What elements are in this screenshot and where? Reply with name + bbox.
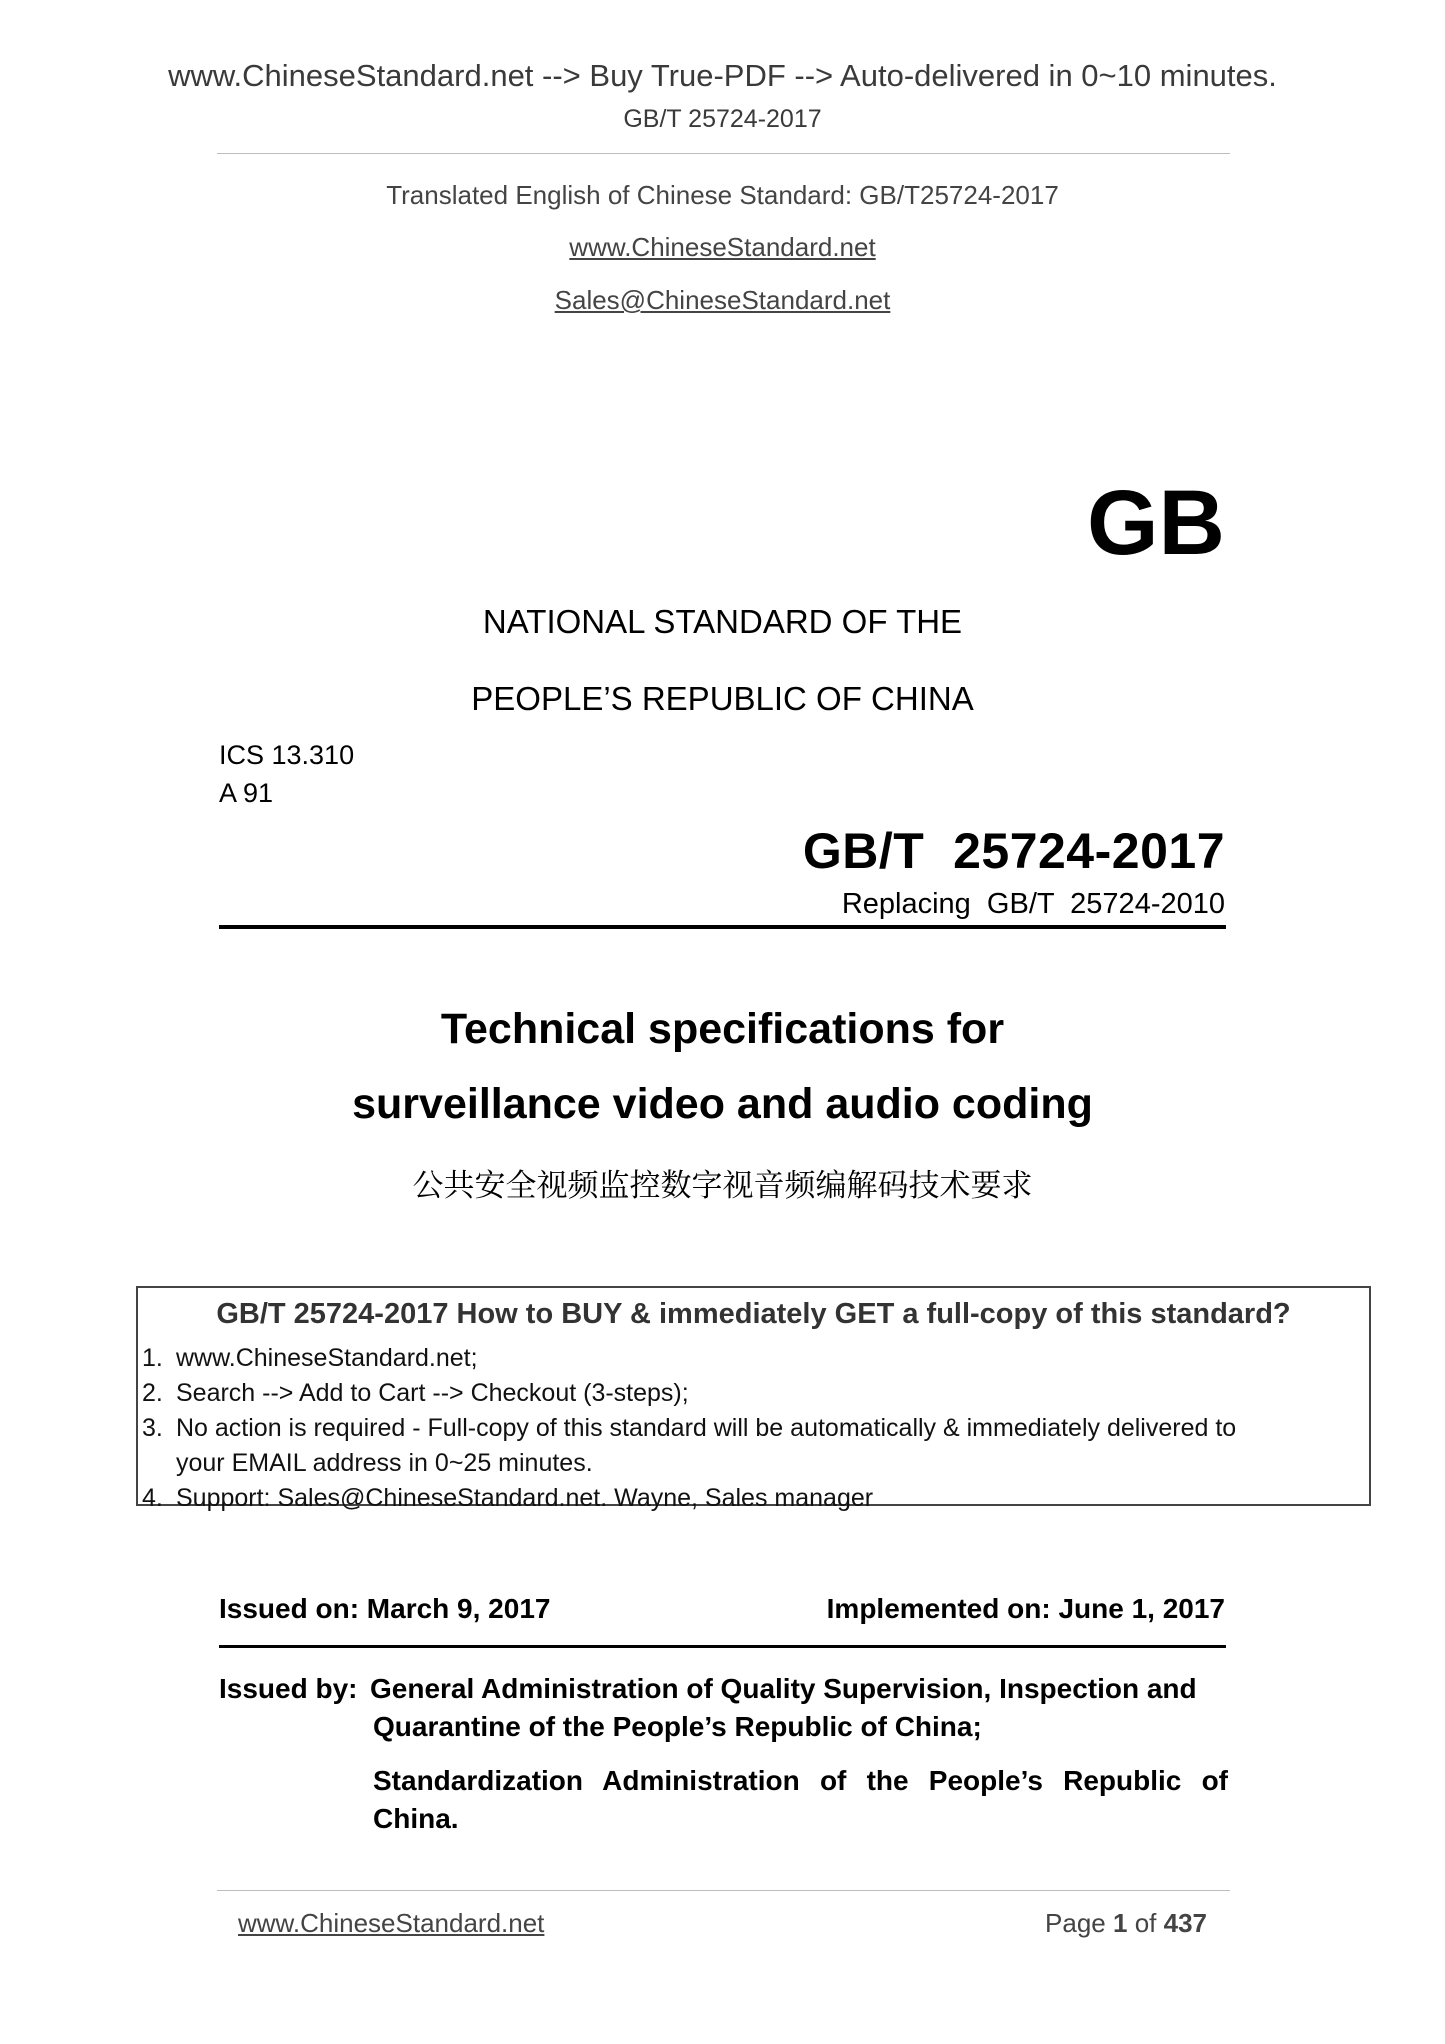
classification-code: A 91 — [219, 778, 274, 808]
header-code: GB/T 25724-2017 — [623, 105, 822, 133]
issued-by-block — [219, 1670, 1228, 1834]
header-banner: www.ChineseStandard.net --> Buy True-PDF --> Auto-delivered in 0~10 minutes. — [168, 58, 1277, 93]
title-chinese: 公共安全视频监控数字视音频编解码技术要求 — [412, 1168, 1033, 1204]
ics-code: ICS 13.310 — [219, 740, 355, 770]
title-line2: surveillance video and audio coding — [352, 1080, 1093, 1128]
issuer-1-line2: Quarantine of the People’s Republic of China; — [373, 1711, 982, 1742]
buy-heading: GB/T 25724-2017 How to BUY & immediately GET a full-copy of this standard? — [216, 1298, 1291, 1330]
standard-divider — [219, 925, 1226, 929]
national-standard-line1: NATIONAL STANDARD OF THE — [482, 603, 963, 640]
page-indicator: Page 1 of 437 — [1045, 1908, 1207, 1938]
buy-instructions-box — [136, 1286, 1371, 1512]
issued-on-date: Issued on: March 9, 2017 — [219, 1593, 551, 1624]
buy-step-3-cont: your EMAIL address in 0~25 minutes. — [176, 1449, 593, 1477]
national-standard-line2: PEOPLE’S REPUBLIC OF CHINA — [471, 680, 974, 717]
buy-step-3: 3. No action is required - Full-copy of this standard will be automatically & immediately delivered to — [142, 1414, 1237, 1442]
title-line1: Technical specifications for — [440, 1005, 1005, 1053]
footer-website-link[interactable]: www.ChineseStandard.net — [238, 1908, 545, 1938]
page-total: 437 — [1163, 1908, 1207, 1938]
standard-number: GB/T 25724-2017 — [802, 823, 1225, 879]
buy-step-2: 2. Search --> Add to Cart --> Checkout (3-steps); — [142, 1379, 689, 1407]
translated-note: Translated English of Chinese Standard: GB/T25724-2017 — [386, 180, 1059, 210]
email-link[interactable]: Sales@ChineseStandard.net — [554, 285, 891, 315]
issuer-1-line1: General Administration of Quality Supervision, Inspection and — [370, 1673, 1197, 1704]
implemented-on-date: Implemented on: June 1, 2017 — [826, 1593, 1225, 1624]
header-divider — [217, 153, 1230, 154]
buy-step-1: 1. www.ChineseStandard.net; — [142, 1344, 478, 1372]
gb-logo-text: GB — [1087, 472, 1225, 574]
issuer-2: Standardization Administration of the People’s Republic of China. — [373, 1765, 1228, 1834]
replacing-note: Replacing GB/T 25724-2010 — [841, 888, 1225, 920]
page-number: 1 — [1112, 1908, 1128, 1938]
buy-step-4: 4. Support: Sales@ChineseStandard.net. Wayne, Sales manager — [142, 1484, 874, 1512]
dates-divider — [219, 1645, 1226, 1648]
issued-by-label: Issued by: — [219, 1673, 358, 1704]
website-link[interactable]: www.ChineseStandard.net — [569, 232, 876, 262]
footer-divider — [217, 1890, 1230, 1891]
